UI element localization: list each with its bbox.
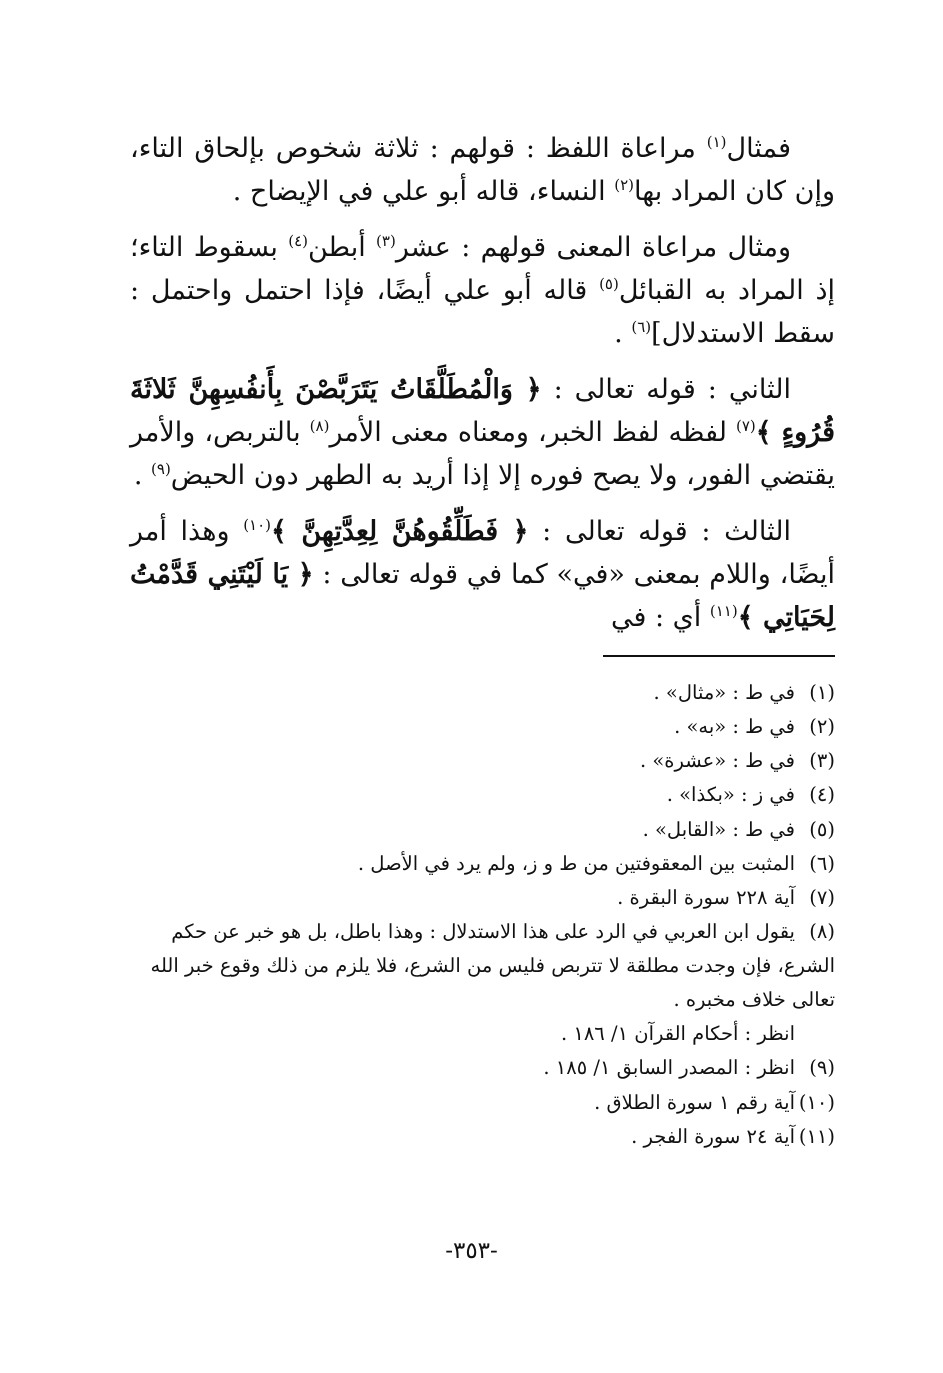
quran-verse: ﴿ وَالْمُطَلَّقَاتُ يَتَرَبَّصْنَ بِأَنفُسِهِنَّ ثَلاثَةَ قُرُوءٍ ﴾: [130, 374, 835, 448]
footnote-text: يقول ابن العربي في الرد على هذا الاستدلال : وهذا باطل، بل هو خبر عن حكم الشرع، فإن وجدت مطلقة لا تتربص فليس من الشرع، فلا يلزم من ذلك وقوع خبر الله تعالى خلاف مخبره .: [150, 919, 835, 1012]
text-run: أي : في: [610, 601, 710, 633]
footnote-5: [130, 813, 835, 847]
paragraph-2: [130, 227, 835, 355]
quran-verse: ﴿ يَا لَيْتَنِي قَدَّمْتُ لِحَيَاتِي ﴾: [130, 558, 835, 633]
footnote-number: (٧): [809, 885, 835, 909]
footnote-number: (٢): [809, 715, 835, 739]
text-run: وهذا أمر أيضًا، واللام بمعنى «في» كما في قوله تعالى :: [130, 516, 835, 590]
footnote-text: في ط : «عشرة» .: [639, 749, 795, 773]
footnote-ref: (٣): [376, 232, 396, 251]
footnote-divider: [603, 655, 835, 657]
footnote-text: آية رقم ١ سورة الطلاق .: [594, 1090, 795, 1114]
footnote-text: المثبت بين المعقوفتين من ط و ز، ولم يرد في الأصل .: [357, 851, 795, 875]
footnote-8-continuation: انظر : أحكام القرآن ١/ ١٨٦ .: [560, 1022, 795, 1046]
footnote-ref: (٤): [288, 232, 308, 251]
footnote-text: في ط : «مثال» .: [653, 681, 795, 704]
footnote-1: [130, 676, 835, 710]
footnote-number: (٦): [809, 851, 835, 875]
text-run: بسقوط التاء؛ إذ المراد به القبائل: [130, 232, 835, 306]
footnote-ref: (١): [706, 133, 727, 151]
footnote-number: (٣): [809, 749, 835, 773]
footnote-4: [130, 778, 835, 812]
footnote-number: (٨): [809, 919, 835, 943]
footnote-ref: (٩): [151, 459, 171, 478]
text-run: فمثال: [726, 133, 791, 164]
footnote-text: في ط : «به» .: [674, 715, 795, 739]
text-run: مراعاة اللفظ : قولهم : ثلاثة شخوص بإلحاق التاء، وإن كان المراد بها: [130, 133, 835, 207]
footnote-number: (١٠): [798, 1090, 835, 1114]
footnote-ref: (٢): [614, 175, 635, 194]
footnote-10: [130, 1086, 835, 1120]
paragraph-1: [130, 128, 835, 213]
footnote-text: في ط : «القابل» .: [642, 817, 795, 841]
text-run: .: [614, 317, 632, 349]
footnote-text: آية ٢٤ سورة الفجر .: [631, 1124, 795, 1148]
footnote-8: [130, 915, 835, 1017]
text-run: الثاني : قوله تعالى :: [541, 374, 791, 406]
quran-verse: ﴿ فَطَلِّقُوهُنَّ لِعِدَّتِهِنَّ ﴾: [271, 516, 529, 548]
footnote-ref: (٦): [631, 317, 652, 336]
page-number: -٣٥٣-: [445, 1238, 498, 1264]
footnote-number: (٩): [809, 1056, 835, 1080]
footnote-ref: (١٠): [243, 516, 272, 535]
paragraph-3: [130, 369, 835, 497]
footnote-text: انظر : المصدر السابق ١/ ١٨٥ .: [543, 1056, 795, 1080]
text-run: ومثال مراعاة المعنى قولهم : عشر: [395, 232, 791, 264]
footnote-number: (١١): [798, 1124, 835, 1148]
text-run: أبطن: [308, 232, 377, 264]
footnote-11: [130, 1120, 835, 1154]
paragraph-4: [130, 511, 835, 639]
text-run: لفظه لفظ الخبر، ومعناه معنى الأمر: [329, 416, 736, 448]
footnote-number: (٥): [809, 817, 835, 841]
footnote-7: [130, 881, 835, 915]
text-run: الثالث : قوله تعالى :: [528, 516, 791, 548]
text-run: النساء، قاله أبو علي في الإيضاح .: [232, 175, 615, 207]
footnote-ref: (٨): [309, 416, 330, 435]
footnotes: [130, 676, 835, 1154]
footnote-9: [130, 1051, 835, 1085]
footnote-ref: (١١): [709, 601, 738, 620]
text-run: قاله أبو علي أيضًا، فإذا احتمل واحتمل : سقط الاستدلال]: [130, 274, 835, 349]
text-run: .: [133, 459, 152, 491]
footnote-ref: (٥): [599, 274, 619, 293]
text-run: بالتربص، والأمر يقتضي الفور، ولا يصح فوره إلا إذا أريد به الطهر دون الحيض: [130, 416, 835, 491]
footnote-text: آية ٢٢٨ سورة البقرة .: [617, 885, 795, 909]
footnote-text: في ز : «بكذا» .: [666, 783, 795, 807]
footnote-6: [130, 847, 835, 881]
footnote-number: (٤): [809, 783, 835, 807]
main-text: [130, 128, 835, 653]
footnote-3: [130, 744, 835, 778]
footnote-ref: (٧): [736, 416, 756, 435]
footnote-number: (١): [809, 681, 835, 704]
footnote-2: [130, 710, 835, 744]
